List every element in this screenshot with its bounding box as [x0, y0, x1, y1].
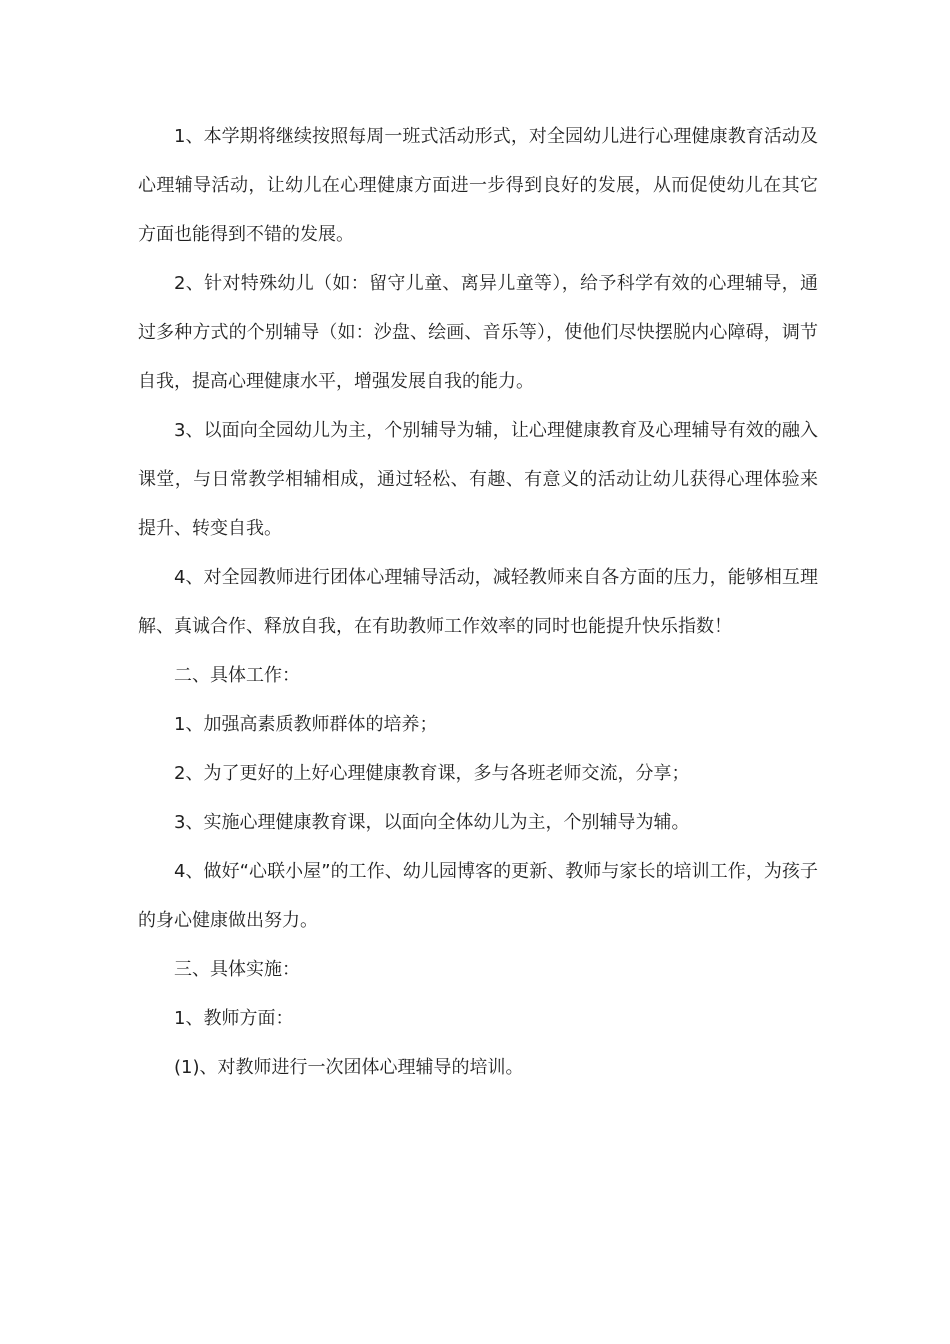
paragraph-work-4: 4、做好“心联小屋”的工作、幼儿园博客的更新、教师与家长的培训工作，为孩子的身心健康做出努力。 — [138, 861, 818, 931]
paragraph-work-3: 3、实施心理健康教育课，以面向全体幼儿为主，个别辅导为辅。 — [174, 812, 690, 833]
paragraph-teacher-training: (1)、对教师进行一次团体心理辅导的培训。 — [174, 1057, 524, 1078]
paragraph-goal-3: 3、以面向全园幼儿为主，个别辅导为辅，让心理健康教育及心理辅导有效的融入课堂，与日常教学相辅相成，通过轻松、有趣、有意义的活动让幼儿获得心理体验来提升、转变自我。 — [138, 420, 818, 539]
paragraph-goal-1: 1、本学期将继续按照每周一班式活动形式，对全园幼儿进行心理健康教育活动及心理辅导活动，让幼儿在心理健康方面进一步得到良好的发展，从而促使幼儿在其它方面也能得到不错的发展。 — [138, 126, 818, 245]
paragraph-goal-2: 2、针对特殊幼儿（如：留守儿童、离异儿童等），给予科学有效的心理辅导，通过多种方式的个别辅导（如：沙盘、绘画、音乐等），使他们尽快摆脱内心障碍，调节自我，提高心理健康水平，增强发展自我的能力。 — [138, 273, 818, 392]
paragraph-work-1: 1、加强高素质教师群体的培养； — [174, 714, 438, 735]
paragraph-work-2: 2、为了更好的上好心理健康教育课，多与各班老师交流，分享； — [174, 763, 690, 784]
section-heading-implementation: 三、具体实施： — [174, 959, 300, 980]
subheading-teachers: 1、教师方面： — [174, 1008, 294, 1029]
paragraph-goal-4: 4、对全园教师进行团体心理辅导活动，减轻教师来自各方面的压力，能够相互理解、真诚合作、释放自我，在有助教师工作效率的同时也能提升快乐指数！ — [138, 567, 818, 637]
section-heading-specific-work: 二、具体工作： — [174, 665, 300, 686]
